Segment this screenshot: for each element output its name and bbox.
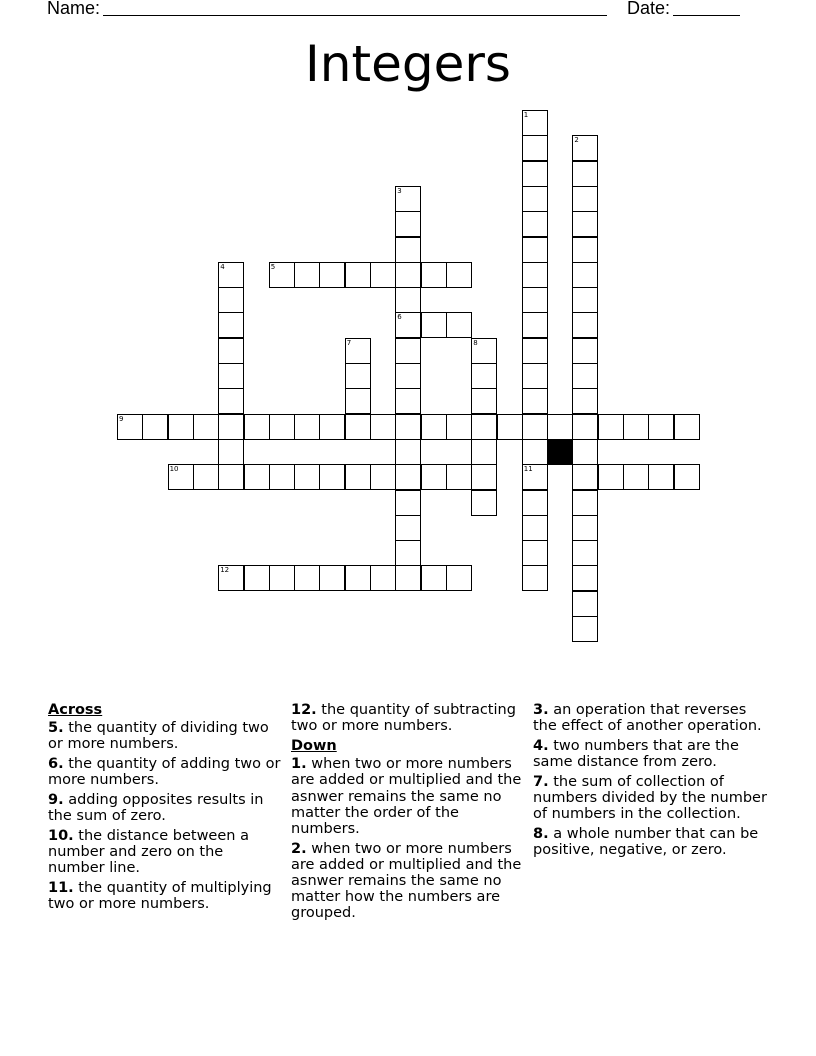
- grid-cell[interactable]: [370, 414, 396, 440]
- grid-cell[interactable]: [395, 338, 421, 364]
- grid-cell[interactable]: [522, 388, 548, 414]
- grid-cell[interactable]: [218, 439, 244, 465]
- grid-cell[interactable]: [572, 565, 598, 591]
- grid-cell[interactable]: [345, 363, 371, 389]
- grid-cell[interactable]: [598, 414, 624, 440]
- grid-cell[interactable]: [269, 414, 295, 440]
- grid-cell[interactable]: [370, 464, 396, 490]
- grid-cell[interactable]: [471, 439, 497, 465]
- clue-number: 7: [346, 338, 352, 347]
- clues-column-2: [291, 702, 527, 925]
- grid-cell[interactable]: [421, 464, 447, 490]
- grid-cell[interactable]: [395, 312, 421, 338]
- grid-cell[interactable]: [572, 540, 598, 566]
- grid-cell[interactable]: [674, 464, 700, 490]
- grid-cell[interactable]: [218, 312, 244, 338]
- clue-down-3: 3. an operation that reverses the effect of another operation.: [533, 702, 762, 735]
- grid-cell[interactable]: [269, 464, 295, 490]
- grid-cell[interactable]: [674, 414, 700, 440]
- grid-cell[interactable]: [421, 414, 447, 440]
- grid-cell[interactable]: [244, 414, 270, 440]
- grid-cell[interactable]: [572, 186, 598, 212]
- grid-cell[interactable]: [471, 490, 497, 516]
- grid-cell[interactable]: [522, 262, 548, 288]
- grid-cell[interactable]: [446, 262, 472, 288]
- grid-cell[interactable]: [294, 262, 320, 288]
- grid-cell[interactable]: [522, 414, 548, 440]
- grid-cell[interactable]: [572, 363, 598, 389]
- grid-cell[interactable]: [522, 439, 548, 465]
- grid-cell[interactable]: [395, 186, 421, 212]
- grid-cell[interactable]: [345, 338, 371, 364]
- grid-cell[interactable]: [345, 464, 371, 490]
- grid-cell[interactable]: [522, 363, 548, 389]
- grid-cell[interactable]: [218, 287, 244, 313]
- grid-cell[interactable]: [471, 363, 497, 389]
- grid-cell[interactable]: [572, 591, 598, 617]
- grid-cell[interactable]: [218, 565, 244, 591]
- grid-cell[interactable]: [294, 464, 320, 490]
- grid-cell[interactable]: [648, 414, 674, 440]
- clues-column-3: [533, 702, 769, 862]
- grid-cell[interactable]: [572, 439, 598, 465]
- grid-cell[interactable]: [395, 565, 421, 591]
- grid-cell[interactable]: [572, 287, 598, 313]
- grid-cell[interactable]: [244, 464, 270, 490]
- grid-cell[interactable]: [648, 464, 674, 490]
- grid-cell[interactable]: [522, 540, 548, 566]
- clue-number: 12: [220, 566, 230, 575]
- grid-cell[interactable]: [345, 388, 371, 414]
- clues-column-1: [48, 702, 284, 916]
- grid-cell[interactable]: [497, 414, 523, 440]
- grid-cell[interactable]: [370, 262, 396, 288]
- grid-cell[interactable]: [446, 464, 472, 490]
- grid-cell[interactable]: [522, 161, 548, 187]
- grid-cell[interactable]: [522, 515, 548, 541]
- grid-cell[interactable]: [572, 414, 598, 440]
- clue-across-12: 12. the quantity of subtracting two or more numbers.: [291, 702, 516, 735]
- grid-cell[interactable]: [319, 262, 345, 288]
- grid-cell[interactable]: [446, 312, 472, 338]
- clue-down-8: 8. a whole number that can be positive, negative, or zero.: [533, 825, 759, 859]
- grid-cell[interactable]: [446, 565, 472, 591]
- grid-cell[interactable]: [395, 490, 421, 516]
- grid-cell[interactable]: [572, 211, 598, 237]
- grid-cell[interactable]: [572, 616, 598, 642]
- grid-cell[interactable]: [572, 135, 598, 161]
- clue-across-9: 9. adding opposites results in the sum of zero.: [48, 792, 264, 825]
- date-label: Date:: [627, 0, 671, 18]
- grid-cell[interactable]: [370, 565, 396, 591]
- grid-cell[interactable]: [547, 414, 573, 440]
- grid-cell[interactable]: [572, 515, 598, 541]
- grid-cell[interactable]: [471, 388, 497, 414]
- clue-down-4: 4. two numbers that are the same distance from zero.: [533, 737, 739, 771]
- grid-cell[interactable]: [395, 388, 421, 414]
- clue-across-11: 11. the quantity of multiplying two or more numbers.: [48, 880, 272, 913]
- name-label: Name:: [47, 0, 101, 18]
- clue-number: 2: [574, 136, 579, 145]
- clue-number: 8: [473, 338, 478, 347]
- grid-cell[interactable]: [522, 312, 548, 338]
- grid-cell[interactable]: [269, 565, 295, 591]
- clue-number: 11: [523, 465, 533, 474]
- grid-cell[interactable]: [218, 388, 244, 414]
- grid-cell[interactable]: [395, 287, 421, 313]
- clue-across-6: 6. the quantity of adding two or more numbers.: [48, 756, 281, 789]
- clue-across-10: 10. the distance between a number and zero on the number line.: [48, 827, 249, 877]
- grid-cell[interactable]: [395, 262, 421, 288]
- grid-cell[interactable]: [522, 338, 548, 364]
- grid-cell[interactable]: [471, 414, 497, 440]
- grid-cell[interactable]: [142, 414, 168, 440]
- grid-cell[interactable]: [522, 211, 548, 237]
- grid-cell[interactable]: [218, 464, 244, 490]
- clue-number: 4: [220, 262, 225, 271]
- grid-cell[interactable]: [623, 464, 649, 490]
- black-square: [547, 439, 573, 465]
- grid-cell[interactable]: [421, 262, 447, 288]
- grid-cell[interactable]: [319, 414, 345, 440]
- grid-cell[interactable]: [218, 363, 244, 389]
- grid-cell[interactable]: [572, 312, 598, 338]
- down-heading: Down: [291, 737, 337, 754]
- grid-cell[interactable]: [294, 565, 320, 591]
- grid-cell[interactable]: [522, 464, 548, 490]
- clue-number: 3: [397, 186, 402, 195]
- across-heading: Across: [48, 702, 103, 718]
- grid-cell[interactable]: [218, 414, 244, 440]
- grid-cell[interactable]: [623, 414, 649, 440]
- grid-cell[interactable]: [395, 363, 421, 389]
- grid-cell[interactable]: [345, 565, 371, 591]
- grid-cell[interactable]: [572, 237, 598, 263]
- clue-down-2: 2. when two or more numbers are added or multiplied and the asnwer remains the same no matter how the numbers are grouped.: [291, 840, 522, 922]
- grid-cell[interactable]: [345, 262, 371, 288]
- clue-down-7: 7. the sum of collection of numbers divided by the number of numbers in the collection.: [533, 773, 767, 823]
- grid-cell[interactable]: [395, 211, 421, 237]
- grid-cell[interactable]: [471, 338, 497, 364]
- grid-cell[interactable]: [193, 464, 219, 490]
- clue-number: 10: [169, 465, 179, 474]
- grid-cell[interactable]: [572, 338, 598, 364]
- grid-cell[interactable]: [218, 262, 244, 288]
- grid-cell[interactable]: [572, 490, 598, 516]
- grid-cell[interactable]: [522, 287, 548, 313]
- grid-cell[interactable]: [395, 540, 421, 566]
- clue-across-5: 5. the quantity of dividing two or more numbers.: [48, 720, 269, 753]
- grid-cell[interactable]: [244, 565, 270, 591]
- grid-cell[interactable]: [319, 565, 345, 591]
- grid-cell[interactable]: [395, 237, 421, 263]
- grid-cell[interactable]: [395, 414, 421, 440]
- grid-cell[interactable]: [572, 262, 598, 288]
- clue-down-1: 1. when two or more numbers are added or multiplied and the asnwer remains the same no matter the order of the numbers.: [291, 756, 522, 837]
- page-title: Integers: [305, 35, 511, 93]
- grid-cell[interactable]: [572, 161, 598, 187]
- grid-cell[interactable]: [117, 414, 143, 440]
- grid-cell[interactable]: [522, 186, 548, 212]
- clue-number: 5: [270, 262, 276, 271]
- grid-cell[interactable]: [218, 338, 244, 364]
- grid-cell[interactable]: [446, 414, 472, 440]
- grid-cell[interactable]: [522, 565, 548, 591]
- grid-cell[interactable]: [168, 414, 194, 440]
- grid-cell[interactable]: [319, 464, 345, 490]
- grid-cell[interactable]: [522, 135, 548, 161]
- grid-cell[interactable]: [572, 464, 598, 490]
- grid-cell[interactable]: [193, 414, 219, 440]
- grid-cell[interactable]: [269, 262, 295, 288]
- grid-cell[interactable]: [522, 237, 548, 263]
- grid-cell[interactable]: [395, 515, 421, 541]
- clue-number: 1: [523, 111, 529, 119]
- grid-cell[interactable]: [421, 565, 447, 591]
- grid-cell[interactable]: [395, 464, 421, 490]
- clue-number: 6: [397, 313, 402, 322]
- clue-number: 9: [119, 414, 124, 423]
- grid-cell[interactable]: [294, 414, 320, 440]
- grid-cell[interactable]: [421, 312, 447, 338]
- grid-cell[interactable]: [168, 464, 194, 490]
- grid-cell[interactable]: [522, 110, 548, 136]
- grid-cell[interactable]: [345, 414, 371, 440]
- grid-cell[interactable]: [572, 388, 598, 414]
- grid-cell[interactable]: [522, 490, 548, 516]
- grid-cell[interactable]: [471, 464, 497, 490]
- grid-cell[interactable]: [598, 464, 624, 490]
- grid-cell[interactable]: [395, 439, 421, 465]
